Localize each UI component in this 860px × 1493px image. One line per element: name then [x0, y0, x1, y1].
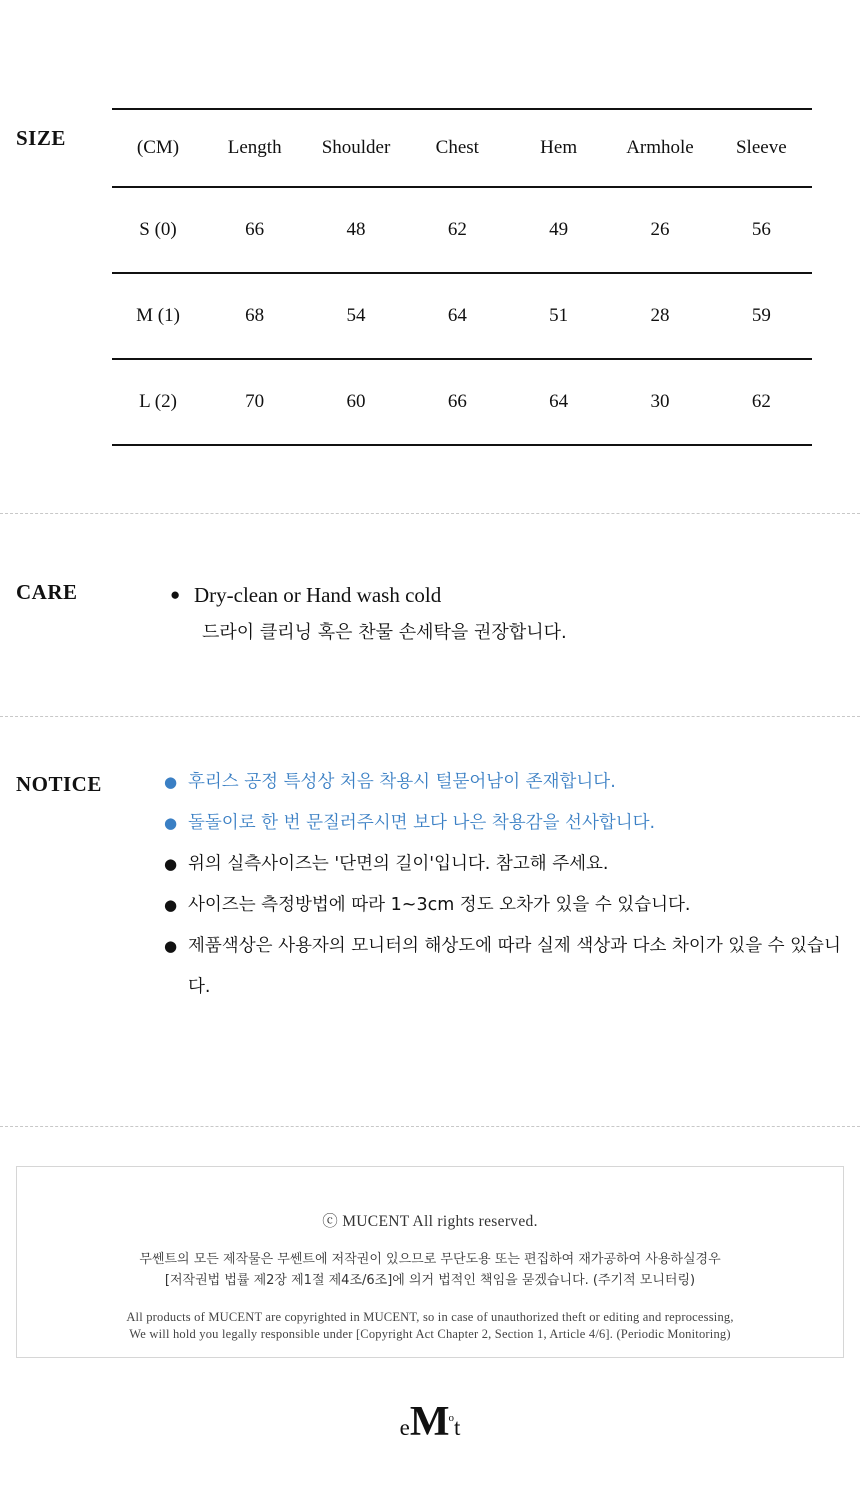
list-item	[160, 803, 850, 844]
cell-m-hem: 51	[508, 273, 609, 359]
size-table	[112, 108, 812, 446]
care-list	[168, 576, 828, 652]
cell-l-shoulder: 60	[305, 359, 406, 445]
bullet-icon: ●	[164, 896, 178, 914]
bullet-icon: ●	[170, 585, 181, 604]
column-header-shoulder: Shoulder	[305, 109, 406, 187]
cell-m-sleeve: 59	[711, 273, 812, 359]
copyright-en-line-2: We will hold you legally responsible under [Copyright Act Chapter 2, Section 1, Article 4/6]. (Periodic Monitoring)	[129, 1327, 731, 1341]
bullet-icon: ●	[164, 814, 178, 832]
column-header-sleeve: Sleeve	[711, 109, 812, 187]
copyright-korean-text	[17, 1249, 843, 1291]
copyright-en-line-1: All products of MUCENT are copyrighted in MUCENT, so in case of unauthorized theft or editing and reprocessing,	[126, 1310, 734, 1324]
cell-m-armhole: 28	[609, 273, 710, 359]
section-divider	[0, 513, 860, 514]
bullet-icon: ●	[164, 773, 178, 791]
column-header-hem: Hem	[508, 109, 609, 187]
notice-item-text: 사이즈는 측정방법에 따라 1~3cm 정도 오차가 있을 수 있습니다.	[188, 895, 691, 915]
notice-item-text: 돌돌이로 한 번 문질러주시면 보다 나은 착용감을 선사합니다.	[188, 813, 656, 833]
cell-s-chest: 62	[407, 187, 508, 273]
logo-dot: o	[448, 1411, 454, 1424]
cell-s-sleeve: 56	[711, 187, 812, 273]
cell-l-hem: 64	[508, 359, 609, 445]
list-item	[160, 844, 850, 885]
column-header-length: Length	[204, 109, 305, 187]
copyright-title: ⓒ MUCENT All rights reserved.	[322, 1213, 538, 1230]
care-section-label: CARE	[16, 580, 78, 604]
copyright-english-text	[17, 1309, 843, 1343]
notice-section-label: NOTICE	[16, 772, 102, 796]
column-header-armhole: Armhole	[609, 109, 710, 187]
notice-item-text: 제품색상은 사용자의 모니터의 해상도에 따라 실제 색상과 다소 차이가 있을 수 있습니다.	[188, 936, 841, 997]
copyright-kr-line-1: 무쎈트의 모든 제작물은 무쎈트에 저작권이 있으므로 무단도용 또는 편집하여 재가공하여 사용하실경우	[139, 1252, 721, 1267]
cell-l-length: 70	[204, 359, 305, 445]
list-item	[160, 926, 850, 1008]
table-row	[112, 187, 812, 273]
care-item-sub: 드라이 클리닝 혹은 찬물 손세탁을 권장합니다.	[202, 622, 567, 643]
cell-s-armhole: 26	[609, 187, 710, 273]
list-item	[160, 762, 850, 803]
notice-list	[160, 762, 850, 1008]
cell-m-shoulder: 54	[305, 273, 406, 359]
cell-s-shoulder: 48	[305, 187, 406, 273]
list-item	[160, 885, 850, 926]
notice-item-text: 위의 실측사이즈는 '단면의 길이'입니다. 참고해 주세요.	[188, 854, 609, 874]
copyright-kr-line-2: [저작권법 법률 제2장 제1절 제4조/6조]에 의거 법적인 책임을 묻겠습니다. (주기적 모니터링)	[164, 1273, 696, 1288]
care-item-main: Dry-clean or Hand wash cold	[194, 583, 442, 607]
bullet-icon: ●	[164, 937, 178, 955]
list-item	[168, 576, 828, 652]
logo-letter-e: e	[399, 1415, 410, 1440]
bullet-icon: ●	[164, 855, 178, 873]
logo-letter-t: t	[453, 1415, 461, 1440]
column-header-unit: (CM)	[112, 109, 204, 187]
table-header-row	[112, 109, 812, 187]
row-label-s: S (0)	[112, 187, 204, 273]
section-divider	[0, 1126, 860, 1127]
cell-s-length: 66	[204, 187, 305, 273]
table-row	[112, 273, 812, 359]
cell-l-sleeve: 62	[711, 359, 812, 445]
section-divider	[0, 716, 860, 717]
notice-item-text: 후리스 공정 특성상 처음 착용시 털묻어남이 존재합니다.	[188, 772, 616, 792]
cell-m-length: 68	[204, 273, 305, 359]
copyright-box	[16, 1166, 844, 1358]
cell-l-armhole: 30	[609, 359, 710, 445]
brand-logo	[0, 1398, 860, 1446]
cell-s-hem: 49	[508, 187, 609, 273]
size-section-label: SIZE	[16, 126, 66, 150]
row-label-m: M (1)	[112, 273, 204, 359]
cell-m-chest: 64	[407, 273, 508, 359]
column-header-chest: Chest	[407, 109, 508, 187]
row-label-l: L (2)	[112, 359, 204, 445]
table-row	[112, 359, 812, 445]
size-table-wrapper	[112, 108, 812, 446]
logo-letter-m: M	[409, 1399, 449, 1445]
cell-l-chest: 66	[407, 359, 508, 445]
